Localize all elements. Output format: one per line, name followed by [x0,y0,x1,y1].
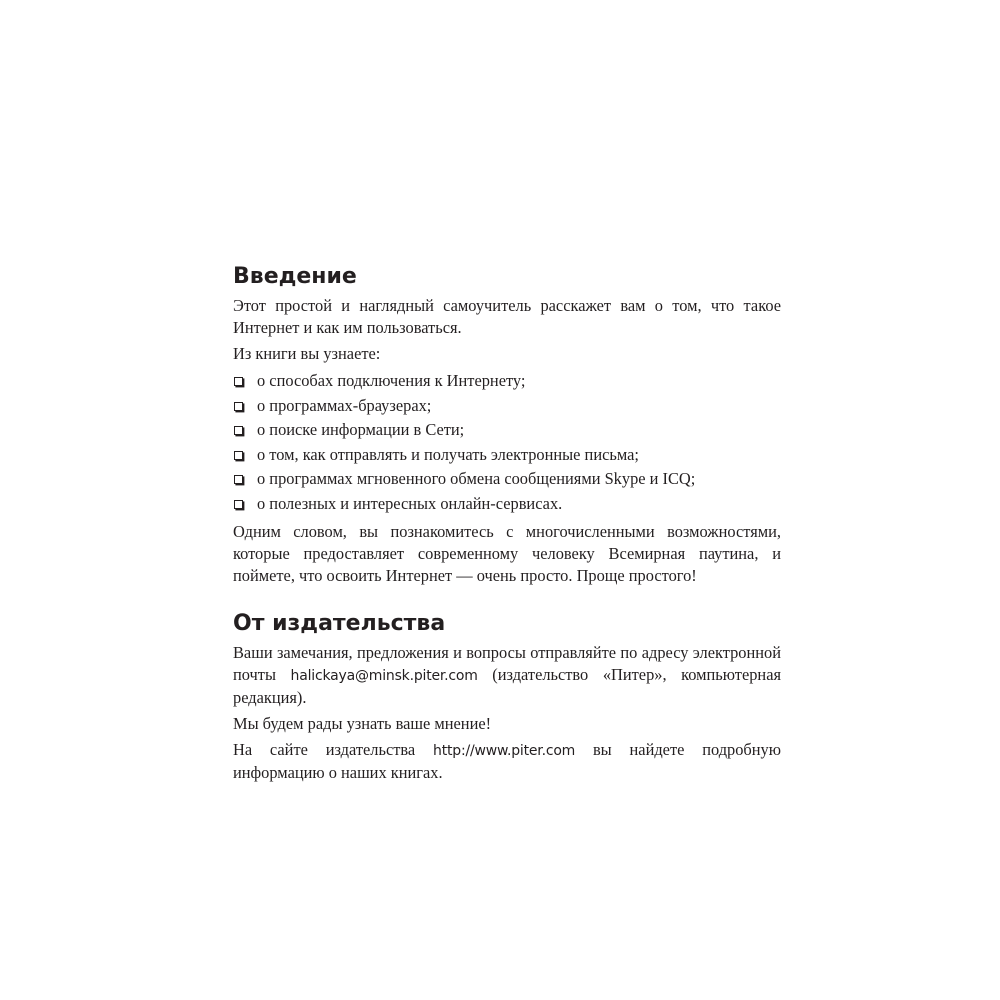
section-introduction [233,262,781,587]
intro-lead-in: Из книги вы узнаете: [233,344,381,363]
list-item [233,492,781,517]
checkbox-bullet-icon [234,377,243,386]
topics-list [233,369,781,517]
page-content [233,262,781,788]
checkbox-bullet-icon [234,402,243,411]
email-link[interactable]: halickaya@minsk.piter.com [290,667,478,684]
list-item [233,467,781,492]
website-text-before: На сайте издательства [233,739,434,759]
intro-summary-paragraph: Одним словом, вы познакомитесь с многочисленными возможностями, которые предоставляет современному человеку Всемирная паутина, и поймете, что освоить Интернет — очень просто. Проще простого! [233,521,781,585]
list-item [233,418,781,443]
list-item-text: о программах мгновенного обмена сообщениями Skype и ICQ; [257,469,696,489]
contact-text-after: (издательство «Питер», компьютерная редакция). [233,664,782,707]
checkbox-bullet-icon [234,426,243,435]
list-item [233,369,781,394]
section-publisher [233,609,781,784]
feedback-paragraph: Мы будем рады узнать ваше мнение! [233,713,492,733]
checkbox-bullet-icon [234,500,243,509]
checkbox-bullet-icon [234,475,243,484]
list-item [233,443,781,468]
list-item-text: о способах подключения к Интернету; [257,371,526,390]
website-paragraph [233,739,781,784]
checkbox-bullet-icon [234,451,243,460]
list-item-text: о полезных и интересных онлайн-сервисах. [257,493,563,513]
section-heading-introduction: Введение [233,264,357,289]
section-heading-publisher: От издательства [233,610,446,636]
website-text-after: вы найдете подробную информацию о наших книгах. [233,739,781,782]
publisher-contact-paragraph [233,642,781,709]
list-item-text: о программах-браузерах; [257,395,432,415]
list-item-text: о том, как отправлять и получать электронные письма; [257,444,639,464]
website-link[interactable]: http://www.piter.com [433,742,576,759]
intro-paragraph: Этот простой и наглядный самоучитель расскажет вам о том, что такое Интернет и как им пользоваться. [233,296,781,337]
contact-text-before: Ваши замечания, предложения и вопросы отправляйте по адресу электронной почты [233,642,781,684]
list-item [233,394,781,419]
list-item-text: о поиске информации в Сети; [257,420,465,440]
